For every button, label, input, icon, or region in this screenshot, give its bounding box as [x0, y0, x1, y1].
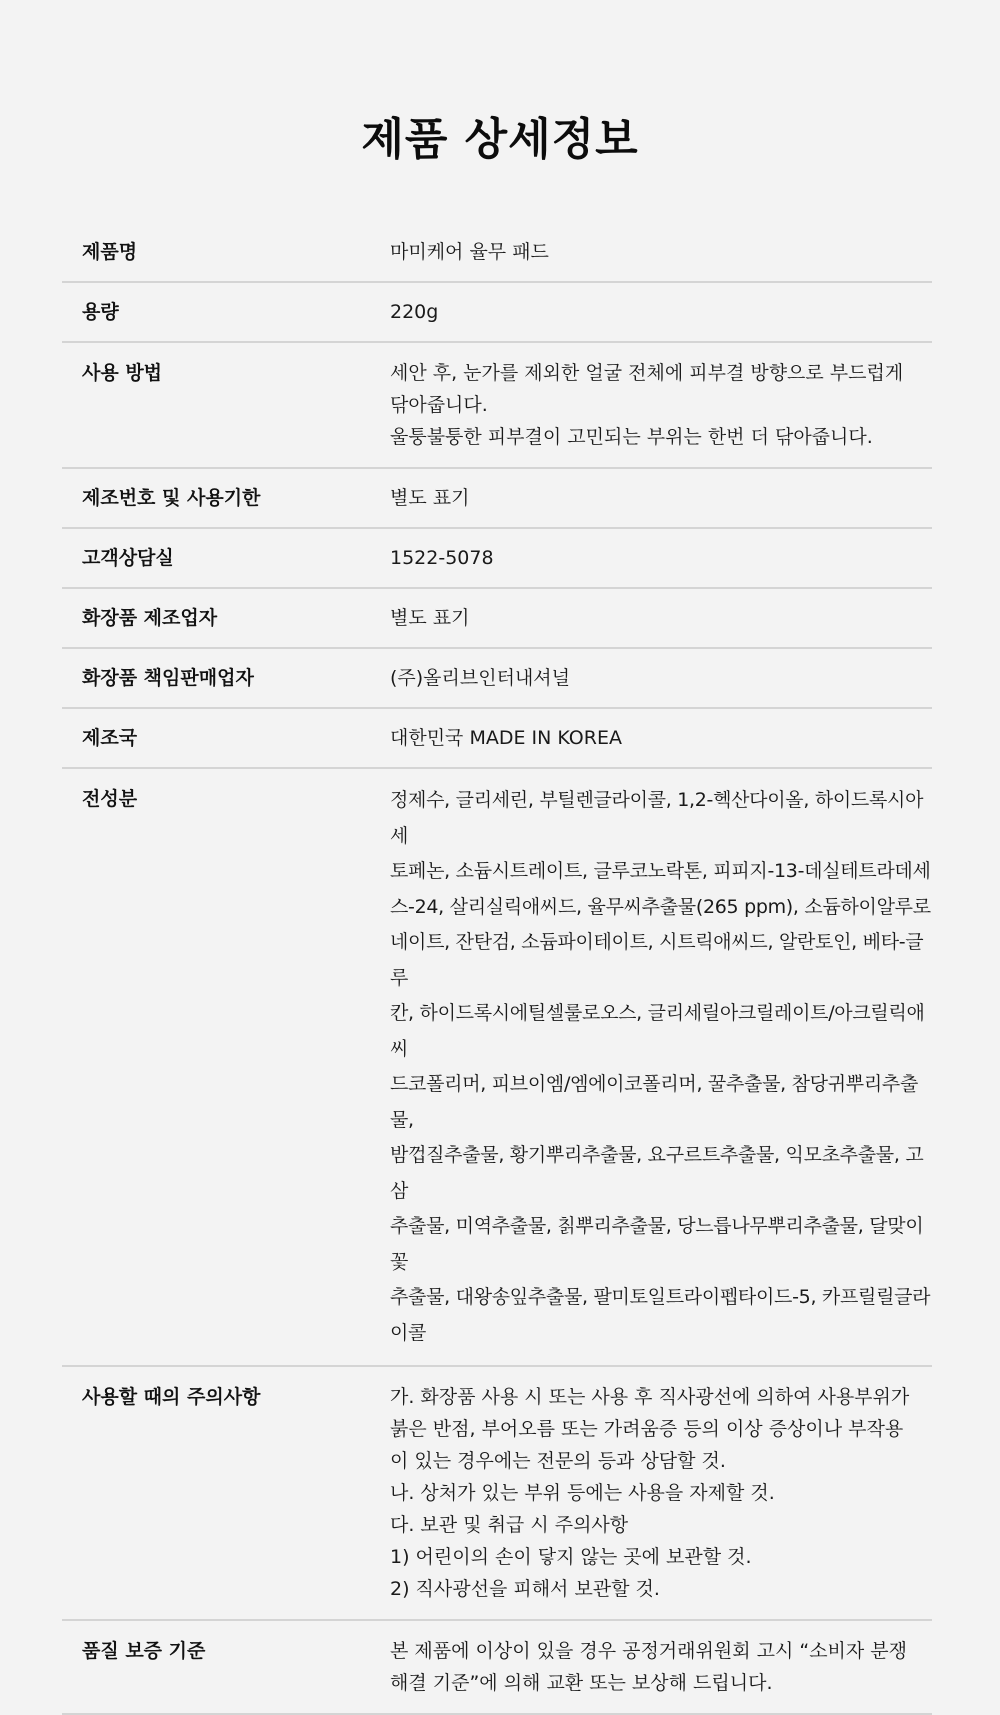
- row-label: 용량: [82, 301, 119, 323]
- row-value: 별도 표기: [390, 607, 470, 629]
- table-row-usage: [62, 343, 932, 469]
- row-label: 전성분: [82, 788, 138, 810]
- row-label: 화장품 제조업자: [82, 607, 218, 629]
- table-row-country: [62, 709, 932, 769]
- row-value: 대한민국 MADE IN KOREA: [390, 727, 622, 749]
- row-value: 별도 표기: [390, 487, 470, 509]
- row-value: 정제수, 글리세린, 부틸렌글라이콜, 1,2-헥산다이올, 하이드록시아세 토페논, 소듐시트레이트, 글루코노락톤, 피피지-13-데실테트라데세 스-24, 살리실릭애씨드, 율무씨추출물(265 ppm), 소듐하이알루로 네이트, 잔탄검, 소듐파이테이트, 시트릭애씨드, 알란토인, 베타-글루 칸, 하이드록시에틸셀룰로오스, 글리세릴아크릴레이트/아크릴릭애씨 드코폴리머, 피브이엠/엠에이코폴리머, 꿀추출물, 참당귀뿌리추출물, 밤껍질추출물, 황기뿌리추출물, 요구르트추출물, 익모초추출물, 고삼 추출물, 미역추출물, 칡뿌리추출물, 당느릅나무뿌리추출물, 달맞이꽃 추출물, 대왕송잎추출물, 팔미토일트라이펩타이드-5, 카프릴릴글라이콜: [390, 789, 931, 1344]
- table-row-customer-service: [62, 529, 932, 589]
- row-value: 마미케어 율무 패드: [390, 241, 549, 263]
- table-row-manufacturer: [62, 589, 932, 649]
- product-info-table: [62, 223, 932, 1715]
- table-row-volume: [62, 283, 932, 343]
- table-row-precautions: [62, 1367, 932, 1621]
- row-value: 세안 후, 눈가를 제외한 얼굴 전체에 피부결 방향으로 부드럽게 닦아줍니다. 울퉁불퉁한 피부결이 고민되는 부위는 한번 더 닦아줍니다.: [390, 362, 904, 448]
- row-label: 고객상담실: [82, 547, 174, 569]
- row-label: 화장품 책임판매업자: [82, 667, 254, 689]
- row-label: 제조번호 및 사용기한: [82, 487, 261, 509]
- row-label: 사용 방법: [82, 362, 163, 384]
- table-row-lot-expiry: [62, 469, 932, 529]
- row-label: 품질 보증 기준: [82, 1640, 206, 1662]
- row-label: 제품명: [82, 241, 138, 263]
- table-row-ingredients: [62, 769, 932, 1367]
- row-label: 제조국: [82, 727, 138, 749]
- table-row-distributor: [62, 649, 932, 709]
- table-row-quality-guarantee: [62, 1621, 932, 1715]
- row-value: 가. 화장품 사용 시 또는 사용 후 직사광선에 의하여 사용부위가 붉은 반점, 부어오름 또는 가려움증 등의 이상 증상이나 부작용 이 있는 경우에는 전문의 등과 상담할 것. 나. 상처가 있는 부위 등에는 사용을 자제할 것. 다. 보관 및 취급 시 주의사항 1) 어린이의 손이 닿지 않는 곳에 보관할 것. 2) 직사광선을 피해서 보관할 것.: [390, 1386, 910, 1600]
- row-value: 본 제품에 이상이 있을 경우 공정거래위원회 고시 “소비자 분쟁 해결 기준”에 의해 교환 또는 보상해 드립니다.: [390, 1640, 908, 1694]
- page-title: 제품 상세정보: [361, 114, 639, 165]
- row-value: 220g: [390, 301, 439, 323]
- row-label: 사용할 때의 주의사항: [82, 1386, 261, 1408]
- row-value: 1522-5078: [390, 547, 494, 569]
- table-row-product-name: [62, 223, 932, 283]
- row-value: (주)올리브인터내셔널: [390, 667, 571, 689]
